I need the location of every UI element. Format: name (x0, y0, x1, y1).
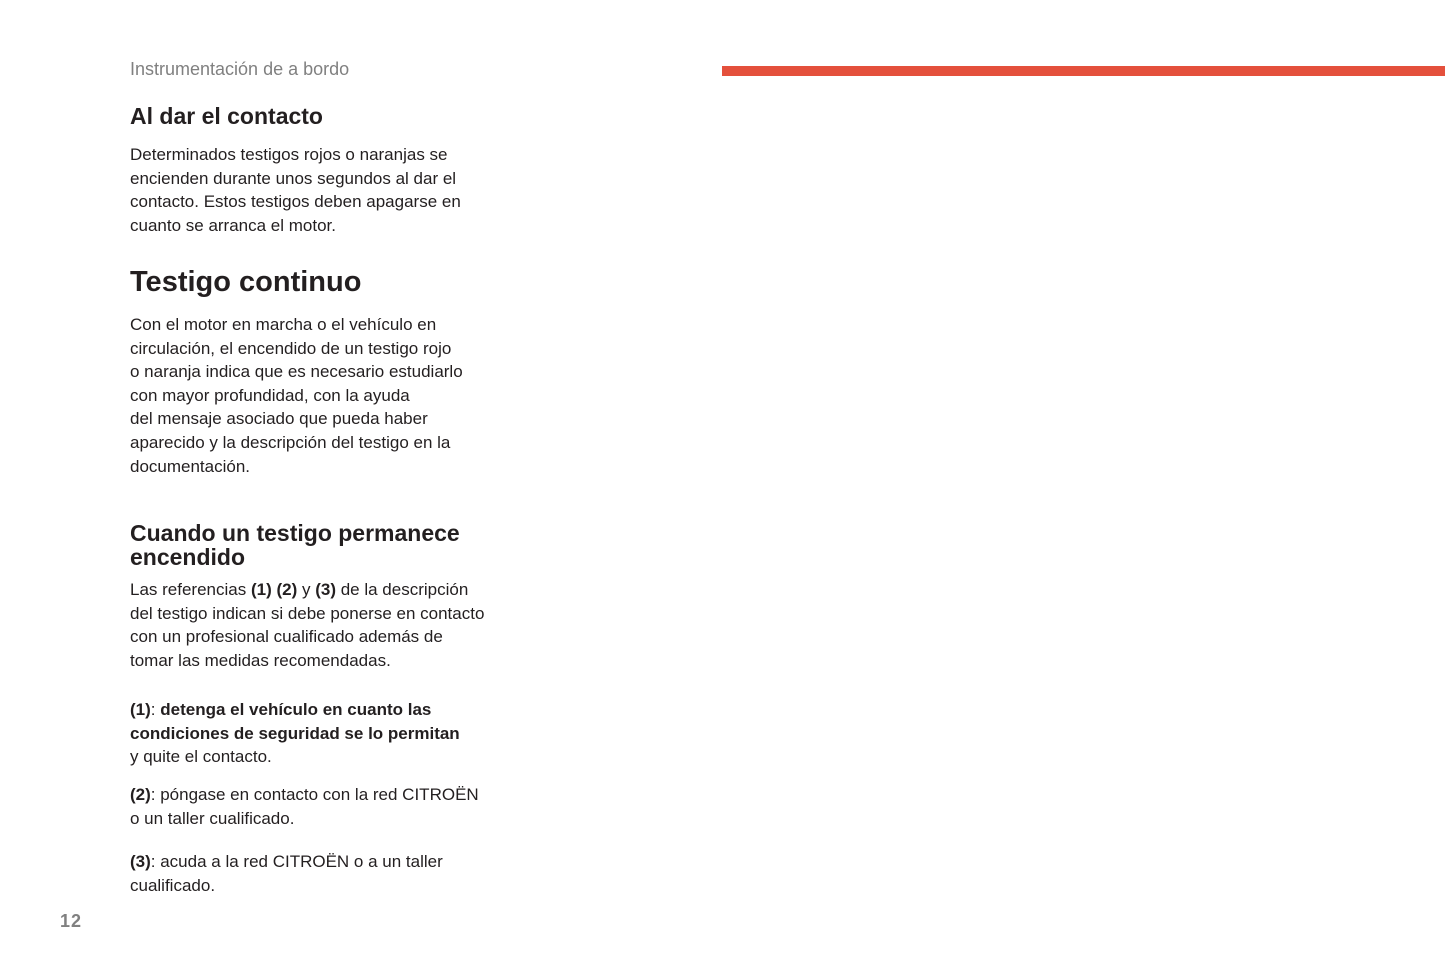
reference-1: (1) (250, 580, 272, 599)
item1-bold-text: detenga el vehículo en cuanto las condiciones de seguridad se lo permitan (130, 700, 460, 743)
references-intro: Las referencias (130, 580, 251, 599)
item1-text: y quite el contacto. (130, 747, 272, 767)
reference-3: (3) (315, 580, 336, 599)
heading-remains-on-line1: Cuando un testigo permanece (130, 520, 460, 546)
list-item-ref3 (130, 850, 443, 897)
item3-ref: (3) (130, 852, 151, 871)
list-item-ref1: (1): detenga el vehículo en cuanto las condiciones de seguridad se lo permitan y quite el contacto. (130, 700, 460, 767)
paragraph-references (130, 578, 530, 672)
item1-ref: (1) (130, 700, 151, 719)
item2-ref: (2) (130, 785, 151, 804)
paragraph-continuous: Con el motor en marcha o el vehículo en circulación, el encendido de un testigo rojo o naranja indica que es necesario estudiarlo con mayor profundidad, con la ayuda del mensaje asociado que pueda haber aparecido y la descripción del testigo en la documentación. (130, 315, 463, 476)
list-item-ref2 (130, 783, 479, 830)
heading-ignition: Al dar el contacto (130, 103, 323, 129)
paragraph-ignition: Determinados testigos rojos o naranjas se encienden durante unos segundos al dar el contacto. Estos testigos deben apagarse en cuanto se arranca el motor. (130, 145, 461, 235)
heading-remains-on-line2: encendido (130, 544, 246, 570)
reference-2: (2) (276, 580, 298, 599)
item3-text: : acuda a la red CITROËN o a un taller cualificado. (130, 852, 443, 895)
references-rest: de la descripción del testigo indican si debe ponerse en contacto con un profesional cualificado además de tomar las medidas recomendadas. (130, 580, 485, 670)
item2-text: : póngase en contacto con la red CITROËN o un taller cualificado. (130, 785, 479, 828)
references-and: y (297, 580, 316, 599)
page-number: 12 (60, 911, 83, 931)
heading-continuous: Testigo continuo (130, 266, 362, 298)
accent-bar (722, 66, 1445, 76)
heading-remains-on (130, 521, 550, 569)
running-header: Instrumentación de a bordo (130, 59, 350, 79)
